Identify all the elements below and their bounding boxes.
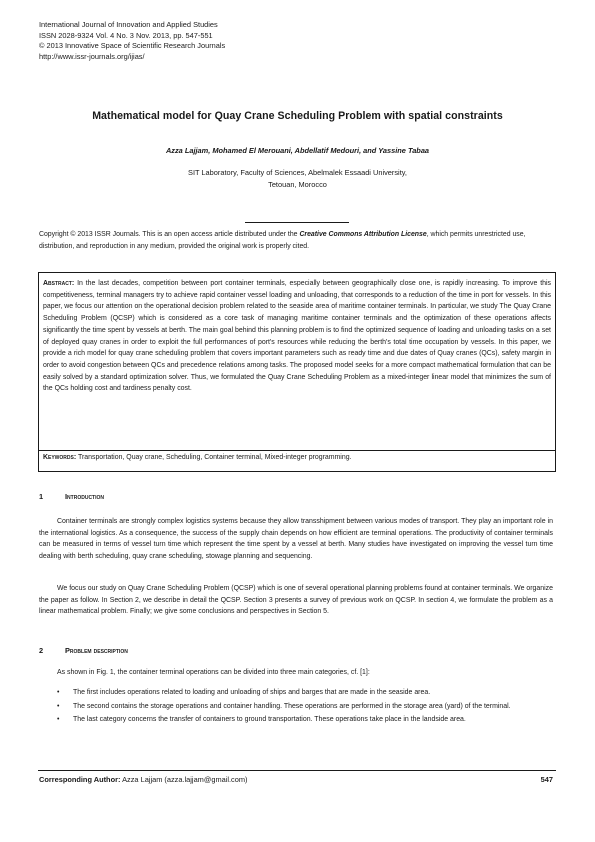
affiliation-line-1: SIT Laboratory, Faculty of Sciences, Abelmalek Essaadi University, <box>188 168 407 177</box>
bullet-icon: • <box>57 716 60 724</box>
bullet-icon: • <box>57 689 60 696</box>
journal-url[interactable]: http://www.issr-journals.org/ijias/ <box>39 51 145 61</box>
license-link[interactable]: Creative Commons Attribution License <box>299 231 427 238</box>
list-item <box>56 687 552 699</box>
bullet-icon: • <box>57 702 60 710</box>
intro-paragraph-1: Container terminals are strongly complex logistics systems because they allow transshipment between various modes of transport. They play an important role in the international logistics. As a consequence, the success of the supply chain depends on how efficient are terminal operations. The productivity of container terminals can be measured in terms of vessel turn time which represent the time spent by a vessel at berth. Many studies have investigated on improving the vessel turn time dealing with berth scheduling, quay crane scheduling, stowage planning and sequencing. <box>39 518 553 560</box>
section-heading-problem-description <box>39 646 128 655</box>
abstract-text: In the last decades, competition between port container terminals, especially between geographically close one, is rapidly increasing. To improve this competitiveness, terminal managers try to achieve rapid container vessel loading and unloading, that corresponds to a reduction of the time in port for vessels. In this paper, we focus our attention on the operational decision problem related to the seaside area of maritime container terminals. In particular, we study The Quay Crane Scheduling Problem (QCSP) which is considered as a core task of managing maritime container terminals and the optimization of these operations affects significantly the time spent by vessels at berth. The main goal behind this planning problem is to find the optimized sequence of loading and unloading tasks on a set of deployed quay cranes in order to exploit the full performances of port's resources while reducing the berth's total time occupation by vessels. In this paper, we provide a rich model for quay crane scheduling problem that covers important parameters such as ready time and due dates of Quay cranes (QCs), safety margin in order to avoid congestion between QCs and precedence relations among tasks. The proposed model seeks for a more compact mathematical formulation that can be easily solved by a standard optimization solver. Thus, we formulated the Quay Crane Scheduling Problem as a mixed-integer linear model that minimizes the sum of the QCs holding cost and tardiness penalty cost. <box>43 280 551 393</box>
journal-name: International Journal of Innovation and Applied Studies <box>39 20 218 29</box>
copyright-text-before: Copyright © 2013 ISSR Journals. This is an open access article distributed under the <box>39 231 300 238</box>
intro-paragraph-2: We focus our study on Quay Crane Scheduling Problem (QCSP) which is one of several operational planning problems found at container terminals. We organize the paper as follow. In Section 2, we describe in detail the QCSP. Section 3 presents a survey of previous work on QCSP. In section 4, we formulate the problem as a linear mathematical problem. Finally; we give some conclusions and perspectives in Section 5. <box>39 585 553 616</box>
title-divider <box>245 222 349 223</box>
abstract-divider <box>39 450 555 451</box>
section-title: Problem description <box>65 646 128 655</box>
problem-paragraph-1: As shown in Fig. 1, the container terminal operations can be divided into three main categories, cf. [1]: <box>57 669 370 676</box>
abstract-label: Abstract: <box>43 280 75 287</box>
operations-list <box>56 687 552 728</box>
list-item <box>56 701 552 713</box>
keywords-text: Transportation, Quay crane, Scheduling, Container terminal, Mixed-integer programming. <box>77 454 352 461</box>
section-title: Introduction <box>65 492 104 501</box>
paper-title: Mathematical model for Quay Crane Scheduling Problem with spatial constraints <box>92 110 503 122</box>
list-item-text: The last category concerns the transfer of containers to ground transportation. These operations take place in the landside area. <box>73 716 466 724</box>
affiliation-line-2: Tetouan, Morocco <box>268 180 327 189</box>
corresponding-author: Azza Lajjam (azza.lajjam@gmail.com) <box>122 775 248 784</box>
abstract <box>43 278 551 395</box>
keywords-label: Keywords: <box>43 454 77 461</box>
section-heading-introduction <box>39 492 104 501</box>
list-item-text: The first includes operations related to loading and unloading of ships and barges that are made in the seaside area. <box>73 689 431 696</box>
section-number: 1 <box>39 492 44 501</box>
section-number: 2 <box>39 646 44 655</box>
journal-copyright: © 2013 Innovative Space of Scientific Research Journals <box>39 41 226 51</box>
journal-issn: ISSN 2028-9324 Vol. 4 No. 3 Nov. 2013, pp. 547-551 <box>39 30 213 40</box>
list-item <box>56 714 552 726</box>
paper-affiliation <box>0 167 595 191</box>
footer-divider <box>38 770 556 771</box>
page-number: 547 <box>540 775 553 784</box>
keywords <box>43 454 551 461</box>
corresponding-author-label: Corresponding Author: <box>39 775 121 784</box>
paper-authors: Azza Lajjam, Mohamed El Merouani, Abdellatif Medouri, and Yassine Tabaa <box>165 146 430 155</box>
copyright-notice <box>39 229 555 252</box>
abstract-box <box>38 272 556 472</box>
copyright-text-after: , which permits unrestricted use, distribution, and reproduction in any medium, provided the original work is properly cited. <box>39 231 526 250</box>
list-item-text: The second contains the storage operations and container handling. These operations are performed in the storage area (yard) of the terminal. <box>73 702 511 710</box>
journal-header <box>39 20 225 62</box>
page-footer <box>39 775 553 784</box>
